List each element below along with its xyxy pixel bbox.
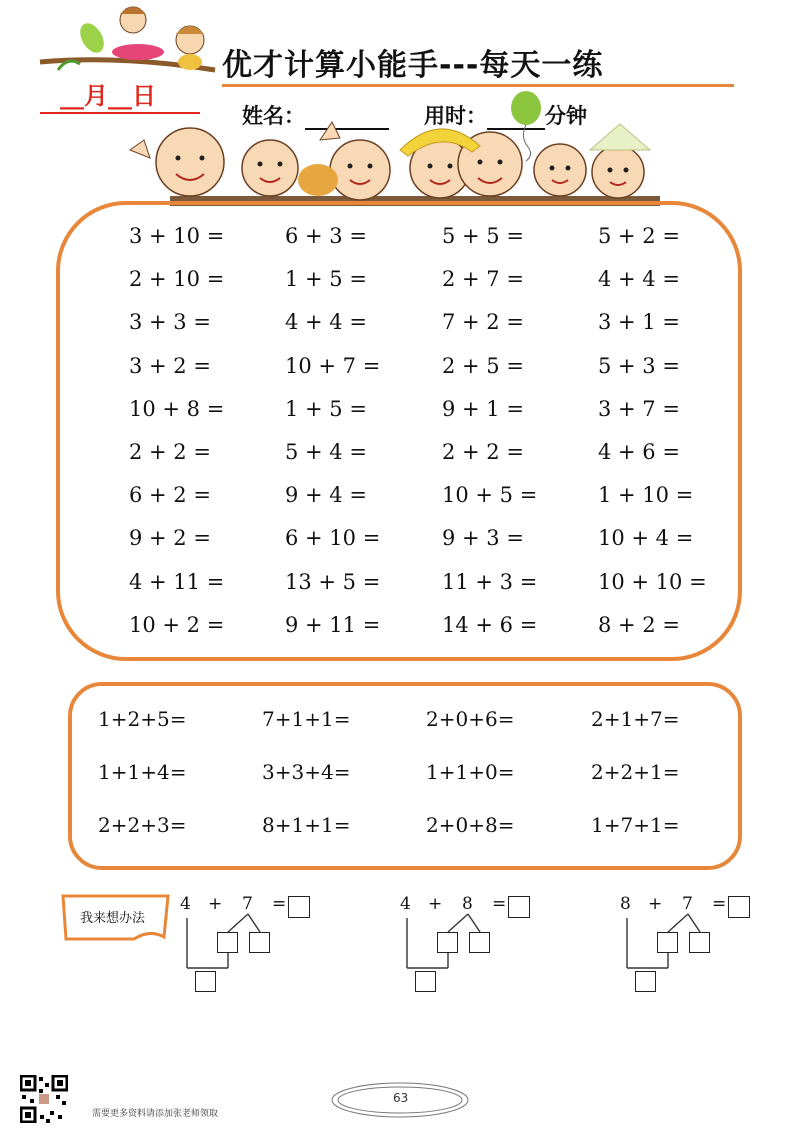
addition-problem: 9 + 1 = [442,396,524,421]
addition-problem: 2 + 5 = [442,353,524,378]
addition-problem: 10 + 7 = [285,353,381,378]
addition-problem: 10 + 8 = [129,396,225,421]
three-addend-problem: 7+1+1= [262,707,351,731]
addition-problem: 3 + 1 = [598,310,680,335]
three-addend-problem: 3+3+4= [262,760,351,784]
addition-problem: 9 + 3 = [442,526,524,551]
addition-problem: 10 + 10 = [598,569,707,594]
addition-problem: 2 + 2 = [442,440,524,464]
addition-problem: 1 + 5 = [285,267,367,292]
three-addend-problem: 1+2+5= [98,707,187,731]
addition-problem: 3 + 10 = [129,224,225,248]
addition-problem: 10 + 4 = [598,526,694,551]
equals-sign: = [712,894,727,914]
addition-problem: 10 + 2 = [129,612,225,637]
three-addend-problem: 1+1+0= [426,760,515,784]
footer-note: 需要更多资料请添加张老师领取 [92,1109,219,1119]
addition-problem: 3 + 2 = [129,353,211,378]
three-addend-problem: 8+1+1= [262,813,351,837]
kids-on-branch-illustration [30,0,220,80]
make-ten-connector-lines [400,912,510,992]
addition-problem: 13 + 5 = [285,569,381,594]
addition-problem: 6 + 3 = [285,224,367,248]
answer-box[interactable] [288,896,310,918]
addition-problem: 4 + 6 = [598,440,680,464]
worksheet-title: 优才计算小能手---每天一练 [222,48,604,83]
addition-problem: 1 + 5 = [285,396,367,421]
date-label: __月__日 [60,82,156,110]
first-addend: 4 [400,894,411,914]
three-addend-problem: 2+2+1= [591,760,680,784]
three-addend-problem: 2+0+6= [426,707,515,731]
second-addend: 7 [242,894,253,914]
first-addend: 4 [180,894,191,914]
first-addend: 8 [620,894,631,914]
addition-problem: 6 + 2 = [129,483,211,508]
second-addend: 8 [462,894,473,914]
addition-problem: 6 + 10 = [285,526,381,551]
addition-problem: 4 + 11 = [129,569,225,594]
addition-problem: 10 + 5 = [442,483,538,508]
addition-problem: 4 + 4 = [598,267,680,292]
answer-box[interactable] [508,896,530,918]
answer-box[interactable] [728,896,750,918]
three-addend-problem: 2+1+7= [591,707,680,731]
addition-problem: 14 + 6 = [442,612,538,637]
equals-sign: = [272,894,287,914]
addition-problem: 4 + 4 = [285,310,367,335]
addition-problem: 3 + 3 = [129,310,211,335]
qr-code-icon [20,1075,68,1123]
make-ten-connector-lines [620,912,730,992]
plus-sign: + [428,894,443,914]
method-tag-label: 我来想办法 [80,911,146,926]
title-underline [222,84,734,87]
three-addend-problem: 2+0+8= [426,813,515,837]
addition-problem: 2 + 2 = [129,440,211,464]
minutes-label: 分钟 [545,104,587,128]
addition-problem: 8 + 2 = [598,612,680,637]
three-addend-problem: 2+2+3= [98,813,187,837]
addition-problem: 5 + 2 = [598,224,680,248]
addition-problem: 11 + 3 = [442,569,538,594]
second-addend: 7 [682,894,693,914]
addition-problem: 2 + 7 = [442,267,524,292]
addition-problem: 7 + 2 = [442,310,524,335]
three-addend-problem: 1+7+1= [591,813,680,837]
time-label: 用时： [424,104,487,128]
plus-sign: + [648,894,663,914]
addition-problem: 9 + 11 = [285,612,381,637]
addition-problem: 9 + 2 = [129,526,211,551]
three-addend-problem: 1+1+4= [98,760,187,784]
page-number: 63 [393,1091,409,1105]
addition-problem: 5 + 5 = [442,224,524,248]
addition-problem: 9 + 4 = [285,483,367,508]
equals-sign: = [492,894,507,914]
make-ten-connector-lines [180,912,290,992]
children-row-illustration [110,110,690,210]
addition-problem: 5 + 4 = [285,440,367,464]
addition-problem: 5 + 3 = [598,353,680,378]
addition-problem: 2 + 10 = [129,267,225,292]
addition-problem: 3 + 7 = [598,396,680,421]
addition-problem: 1 + 10 = [598,483,694,508]
plus-sign: + [208,894,223,914]
name-label: 姓名： [242,104,305,128]
